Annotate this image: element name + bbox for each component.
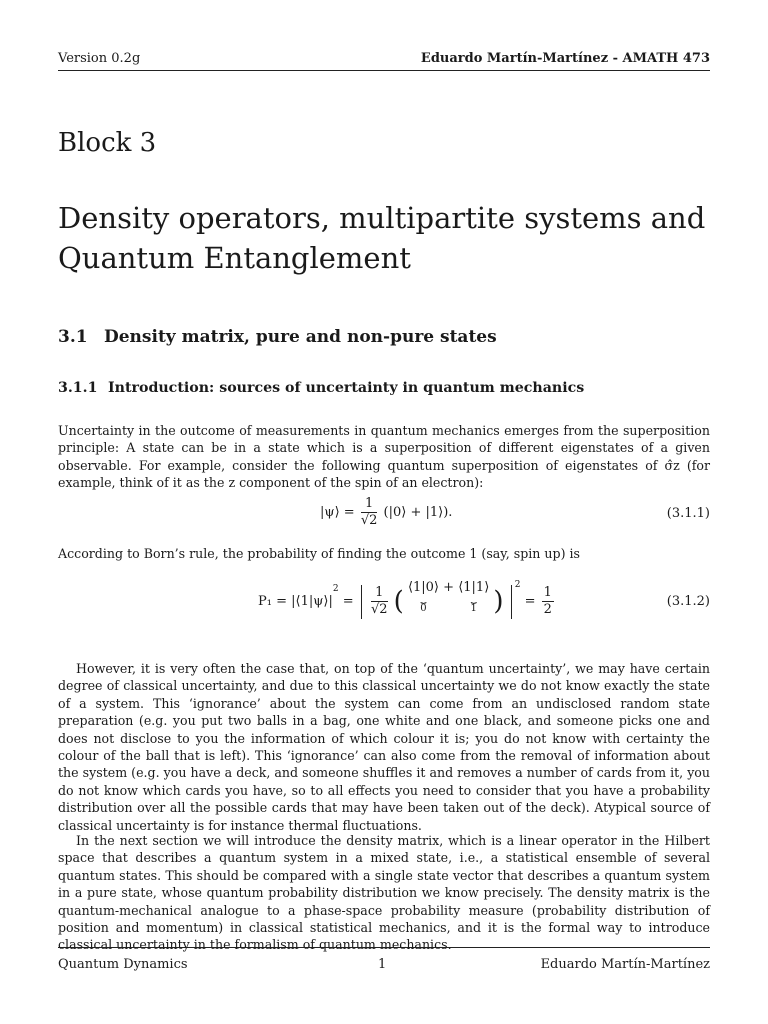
eq2-outer-sup: 2 <box>514 580 521 590</box>
paragraph-classical-uncertainty: However, it is very often the case that, on top of the ‘quantum uncertainty’, we may have certain degree of classical uncertainty, and due to this classical uncertainty we do not know exactly the state of a system. This ‘ignorance’ about the system can come from an undisclosed random state preparation (e.g. you put two balls in a bag, one white and one black, and someone picks one and does not disclose to you the information of which colour it is; you do not know with certainty the colour of the ball that is left). This ‘ignorance’ can also come from the removal of information about the system (e.g. you have a deck, and someone shuffles it and removes a number of cards from it, you do not know which cards you have, so to all effects you need to consider that you have a probability distribution over all the possible cards that may have been taken out of the deck). Atypical source of classical uncertainty is for instance thermal fluctuations. <box>58 661 710 833</box>
eq2-term2: ⟨1|1⟩ ⏟ 1 <box>458 580 490 614</box>
eq2-equals: = <box>342 594 354 609</box>
paragraph-born-rule: According to Born’s rule, the probability of finding the outcome 1 (say, spin up) is <box>58 546 580 561</box>
section-number: 3.1 <box>58 327 88 347</box>
footer-course: Quantum Dynamics <box>58 957 188 972</box>
eq2-abs-left <box>361 585 362 619</box>
footer-author: Eduardo Martín-Martínez <box>540 957 710 972</box>
header-author-course: Eduardo Martín-Martínez - AMATH 473 <box>420 51 710 66</box>
eq2-rhs-fraction <box>542 585 554 618</box>
eq1-frac-den: √2 <box>360 513 378 528</box>
eq1-fraction <box>361 496 378 529</box>
eq2-lhs: P₁ = |⟨1|ψ⟩| <box>258 594 333 609</box>
section-title: Density matrix, pure and non-pure states <box>104 327 497 347</box>
eq2-fraction <box>371 585 388 618</box>
eq2-rhs-num: 1 <box>543 585 552 600</box>
equation-number-3-1-1: (3.1.1) <box>666 506 710 521</box>
eq2-lhs-sup: 2 <box>332 584 339 594</box>
eq1-frac-num: 1 <box>361 496 378 513</box>
paragraph-intro: Uncertainty in the outcome of measurements in quantum mechanics emerges from the superposition principle: A state can be in a state which is a superposition of different eigenstates of a given observable. For example, consider the following quantum superposition of eigenstates of σ̂z (for example, think of it as the z component of the spin of an electron): <box>58 423 710 491</box>
block-label: Block 3 <box>58 128 157 158</box>
eq2-rhs-den: 2 <box>543 602 552 617</box>
eq1-body: (|0⟩ + |1⟩). <box>383 505 453 520</box>
eq2-under2: 1 <box>470 603 477 614</box>
equation-number-3-1-2: (3.1.2) <box>666 594 710 609</box>
eq1-lhs: |ψ⟩ = <box>320 505 355 520</box>
eq2-term1: ⟨1|0⟩ ⏟ 0 <box>407 580 440 614</box>
subsection-heading <box>58 380 584 396</box>
header-rule <box>58 70 710 71</box>
footer-rule <box>58 947 710 948</box>
eq2-abs-right <box>511 585 512 619</box>
section-heading <box>58 327 497 347</box>
footer-page-number: 1 <box>378 957 387 972</box>
eq2-frac-num: 1 <box>371 585 388 602</box>
paragraph-density-matrix: In the next section we will introduce the density matrix, which is a linear operator in the Hilbert space that describes a quantum system in a mixed state, i.e., a statistical ensemble of several quantum states. This should be compared with a single state vector that describes a quantum system in a pure state, whose quantum probability distribution we know precisely. The density matrix is the quantum-mechanical analogue to a phase-space probability measure (probability distribution of position and momentum) in classical statistical mechanics, and it is the formal way to introduce classical uncertainty in the formalism of quantum mechanics. <box>58 833 710 953</box>
subsection-title: Introduction: sources of uncertainty in quantum mechanics <box>108 380 585 396</box>
equation-3-1-2: $P_1 = |⟨1|\psi⟩|^2$ = $\frac{1}{√2}$ ( ⟨1|0⟩ ⏟ 0 + ⟨1|1⟩ ⏟ 1 ) $^2$ = $\frac{1}{2}$ <box>258 580 552 617</box>
eq2-frac-den: √2 <box>370 602 388 617</box>
subsection-number: 3.1.1 <box>58 380 98 396</box>
header-version: Version 0.2g <box>58 51 141 66</box>
eq2-under1: 0 <box>420 603 427 614</box>
equation-3-1-1 <box>320 496 452 529</box>
eq2-plus: + <box>443 580 455 595</box>
chapter-title: Density operators, multipartite systems and Quantum Entanglement <box>58 201 706 275</box>
